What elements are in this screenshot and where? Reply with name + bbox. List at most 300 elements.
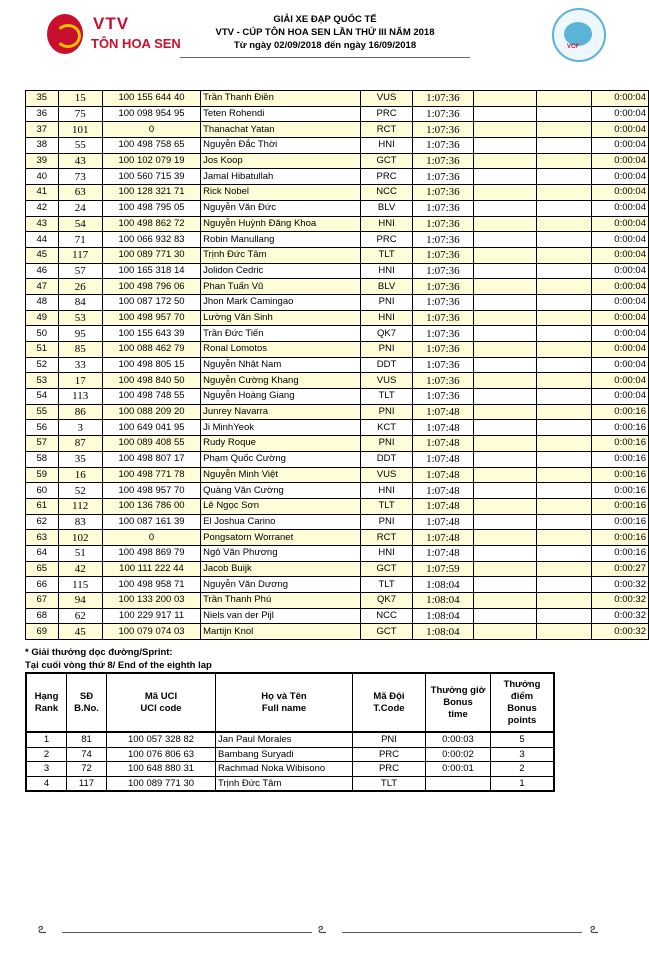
sprint-cell-bib: 117: [67, 776, 107, 791]
cell-rank: 57: [26, 436, 59, 452]
cell-gap: 0:00:32: [591, 608, 648, 624]
cell-name: Nguyễn Văn Dương: [201, 577, 361, 593]
cell-uci: 100 089 771 30: [102, 247, 200, 263]
cell-team: TLT: [360, 247, 412, 263]
empty-cell: [473, 232, 536, 248]
cell-gap: 0:00:04: [591, 326, 648, 342]
table-row: [26, 530, 649, 546]
cell-rank: 35: [26, 91, 59, 107]
cell-rank: 36: [26, 106, 59, 122]
table-row: [26, 169, 649, 185]
table-row: [26, 561, 649, 577]
empty-cell: [473, 91, 536, 107]
table-row: [26, 185, 649, 201]
empty-cell: [473, 545, 536, 561]
empty-cell: [473, 498, 536, 514]
empty-cell: [473, 294, 536, 310]
sprint-cell-team: PRC: [353, 762, 426, 777]
sprint-cell-name: Jan Paul Morales: [216, 732, 353, 747]
cell-name: Jolidon Cedric: [201, 263, 361, 279]
cell-gap: 0:00:04: [591, 342, 648, 358]
cell-bib: 26: [58, 279, 102, 295]
sprint-header-row: [26, 673, 554, 732]
sprint-cell-name: Bambang Suryadi: [216, 747, 353, 762]
cell-bib: 94: [58, 593, 102, 609]
cell-name: Jacob Buijk: [201, 561, 361, 577]
table-row: [26, 200, 649, 216]
cell-gap: 0:00:04: [591, 263, 648, 279]
cell-time: 1:07:59: [413, 561, 473, 577]
cell-name: Thanachat Yatan: [201, 122, 361, 138]
cell-team: PRC: [360, 232, 412, 248]
cell-rank: 54: [26, 389, 59, 405]
empty-cell: [473, 561, 536, 577]
cell-bib: 42: [58, 561, 102, 577]
cell-team: GCT: [360, 624, 412, 640]
table-row: [26, 263, 649, 279]
cell-bib: 52: [58, 483, 102, 499]
sprint-cell-team: TLT: [353, 776, 426, 791]
empty-cell: [536, 263, 591, 279]
cell-bib: 33: [58, 357, 102, 373]
cell-name: Nguyễn Văn Đức: [201, 200, 361, 216]
sprint-row: [26, 747, 554, 762]
cell-name: Jhon Mark Camingao: [201, 294, 361, 310]
table-row: [26, 247, 649, 263]
table-row: [26, 138, 649, 154]
cell-uci: 0: [102, 530, 200, 546]
header-rank: Hạng Rank: [26, 673, 67, 732]
cell-bib: 113: [58, 389, 102, 405]
empty-cell: [536, 232, 591, 248]
table-row: [26, 326, 649, 342]
cell-uci: 100 649 041 95: [102, 420, 200, 436]
sprint-row: [26, 732, 554, 747]
empty-cell: [536, 404, 591, 420]
cell-rank: 37: [26, 122, 59, 138]
cell-name: Nguyễn Huỳnh Đăng Khoa: [201, 216, 361, 232]
table-row: [26, 483, 649, 499]
empty-cell: [536, 91, 591, 107]
cell-name: Lê Ngọc Sơn: [201, 498, 361, 514]
cell-gap: 0:00:04: [591, 138, 648, 154]
cell-gap: 0:00:04: [591, 279, 648, 295]
cell-rank: 61: [26, 498, 59, 514]
cell-bib: 43: [58, 153, 102, 169]
cell-uci: 100 066 932 83: [102, 232, 200, 248]
sprint-cell-team: PNI: [353, 732, 426, 747]
cell-time: 1:07:36: [413, 200, 473, 216]
cell-name: Ronal Lomotos: [201, 342, 361, 358]
cell-rank: 67: [26, 593, 59, 609]
cell-uci: 100 165 318 14: [102, 263, 200, 279]
cell-bib: 75: [58, 106, 102, 122]
empty-cell: [536, 216, 591, 232]
vtv-ton-hoa-sen-logo: [45, 8, 180, 64]
bike-icon: ఽ: [590, 920, 599, 936]
cell-team: QK7: [360, 326, 412, 342]
cell-name: Nguyễn Cường Khang: [201, 373, 361, 389]
cell-name: Nguyễn Đắc Thời: [201, 138, 361, 154]
cell-gap: 0:00:16: [591, 436, 648, 452]
cell-gap: 0:00:32: [591, 577, 648, 593]
cell-time: 1:08:04: [413, 593, 473, 609]
cell-gap: 0:00:16: [591, 514, 648, 530]
empty-cell: [473, 467, 536, 483]
empty-cell: [536, 326, 591, 342]
cell-gap: 0:00:27: [591, 561, 648, 577]
cell-uci: 100 087 172 50: [102, 294, 200, 310]
cell-time: 1:07:48: [413, 404, 473, 420]
logo-brand-text: TÔN HOA SEN: [91, 36, 181, 51]
cell-rank: 49: [26, 310, 59, 326]
cell-gap: 0:00:04: [591, 310, 648, 326]
empty-cell: [473, 530, 536, 546]
cell-name: Rudy Roque: [201, 436, 361, 452]
cell-bib: 115: [58, 577, 102, 593]
cell-gap: 0:00:16: [591, 404, 648, 420]
cell-name: Robin Manullang: [201, 232, 361, 248]
table-row: [26, 451, 649, 467]
cell-rank: 43: [26, 216, 59, 232]
empty-cell: [536, 624, 591, 640]
cell-gap: 0:00:04: [591, 153, 648, 169]
cell-bib: 63: [58, 185, 102, 201]
empty-cell: [473, 279, 536, 295]
cell-name: Martijn Knol: [201, 624, 361, 640]
cell-bib: 86: [58, 404, 102, 420]
sprint-cell-rank: 3: [26, 762, 67, 777]
cell-name: Trịnh Đức Tâm: [201, 247, 361, 263]
empty-cell: [473, 247, 536, 263]
empty-cell: [536, 106, 591, 122]
table-row: [26, 153, 649, 169]
cell-gap: 0:00:16: [591, 530, 648, 546]
cell-gap: 0:00:04: [591, 216, 648, 232]
table-row: [26, 232, 649, 248]
empty-cell: [473, 420, 536, 436]
sprint-cell-bib: 72: [67, 762, 107, 777]
cell-rank: 69: [26, 624, 59, 640]
cell-time: 1:07:48: [413, 436, 473, 452]
cell-gap: 0:00:04: [591, 106, 648, 122]
cell-rank: 56: [26, 420, 59, 436]
empty-cell: [473, 373, 536, 389]
cell-name: Ji MinhYeok: [201, 420, 361, 436]
empty-cell: [473, 608, 536, 624]
cell-name: Trần Thanh Phú: [201, 593, 361, 609]
table-row: [26, 514, 649, 530]
empty-cell: [536, 389, 591, 405]
cell-team: VUS: [360, 373, 412, 389]
event-subtitle: VTV - CÚP TÔN HOA SEN LẦN THỨ III NĂM 2018: [215, 27, 435, 38]
cell-gap: 0:00:04: [591, 389, 648, 405]
empty-cell: [473, 122, 536, 138]
cell-uci: 100 155 643 39: [102, 326, 200, 342]
cell-name: Rick Nobel: [201, 185, 361, 201]
cell-bib: 71: [58, 232, 102, 248]
cell-rank: 51: [26, 342, 59, 358]
cell-gap: 0:00:04: [591, 294, 648, 310]
cell-name: Phạm Quốc Cường: [201, 451, 361, 467]
empty-cell: [473, 216, 536, 232]
document-header: [0, 0, 649, 80]
cell-uci: 100 087 161 39: [102, 514, 200, 530]
cell-uci: 100 088 462 79: [102, 342, 200, 358]
table-row: [26, 467, 649, 483]
cell-time: 1:07:36: [413, 138, 473, 154]
cell-time: 1:08:04: [413, 608, 473, 624]
empty-cell: [536, 593, 591, 609]
sprint-cell-points: 2: [491, 762, 555, 777]
cell-name: Niels van der Pijl: [201, 608, 361, 624]
sprint-cell-points: 5: [491, 732, 555, 747]
table-row: [26, 577, 649, 593]
event-dates: Từ ngày 02/09/2018 đến ngày 16/09/2018: [233, 40, 417, 51]
empty-cell: [473, 577, 536, 593]
sprint-table: [25, 672, 555, 792]
cell-bib: 51: [58, 545, 102, 561]
cell-bib: 24: [58, 200, 102, 216]
cell-team: VUS: [360, 467, 412, 483]
cell-uci: 100 229 917 11: [102, 608, 200, 624]
cell-gap: 0:00:16: [591, 420, 648, 436]
empty-cell: [473, 514, 536, 530]
cell-name: Jamal Hibatullah: [201, 169, 361, 185]
cell-time: 1:07:36: [413, 216, 473, 232]
cell-bib: 117: [58, 247, 102, 263]
cell-team: HNI: [360, 545, 412, 561]
empty-cell: [473, 326, 536, 342]
empty-cell: [473, 200, 536, 216]
cell-rank: 48: [26, 294, 59, 310]
empty-cell: [536, 498, 591, 514]
cell-team: PNI: [360, 294, 412, 310]
sprint-heading: * Giải thưởng dọc đường/Sprint:: [25, 647, 173, 658]
cell-time: 1:07:48: [413, 483, 473, 499]
cell-rank: 38: [26, 138, 59, 154]
cell-team: PRC: [360, 106, 412, 122]
table-row: [26, 122, 649, 138]
cell-uci: 100 079 074 03: [102, 624, 200, 640]
cell-time: 1:07:36: [413, 169, 473, 185]
sprint-cell-uci: 100 057 328 82: [107, 732, 216, 747]
cell-bib: 55: [58, 138, 102, 154]
empty-cell: [536, 545, 591, 561]
empty-cell: [473, 357, 536, 373]
logo-vtv-text: VTV: [93, 14, 130, 33]
cell-uci: 100 498 758 65: [102, 138, 200, 154]
table-row: [26, 106, 649, 122]
empty-cell: [473, 389, 536, 405]
empty-cell: [536, 200, 591, 216]
cell-uci: 100 102 079 19: [102, 153, 200, 169]
cell-team: TLT: [360, 577, 412, 593]
sprint-cell-uci: 100 089 771 30: [107, 776, 216, 791]
table-row: [26, 389, 649, 405]
cell-rank: 65: [26, 561, 59, 577]
sprint-cell-points: 1: [491, 776, 555, 791]
event-title: GIẢI XE ĐẠP QUỐC TẾ: [273, 14, 377, 25]
sprint-cell-time: [426, 776, 491, 791]
empty-cell: [473, 436, 536, 452]
cell-uci: 100 088 209 20: [102, 404, 200, 420]
cell-team: VUS: [360, 91, 412, 107]
table-row: [26, 608, 649, 624]
cell-rank: 63: [26, 530, 59, 546]
cell-gap: 0:00:04: [591, 373, 648, 389]
cell-rank: 66: [26, 577, 59, 593]
cell-rank: 42: [26, 200, 59, 216]
cell-time: 1:07:36: [413, 247, 473, 263]
cell-bib: 45: [58, 624, 102, 640]
empty-cell: [536, 373, 591, 389]
cell-name: Jos Koop: [201, 153, 361, 169]
cell-rank: 59: [26, 467, 59, 483]
sprint-cell-uci: 100 648 880 31: [107, 762, 216, 777]
empty-cell: [536, 279, 591, 295]
cell-rank: 50: [26, 326, 59, 342]
cell-time: 1:07:36: [413, 294, 473, 310]
cell-uci: 0: [102, 122, 200, 138]
cell-name: Nguyễn Nhật Nam: [201, 357, 361, 373]
table-row: [26, 216, 649, 232]
empty-cell: [536, 420, 591, 436]
cell-rank: 52: [26, 357, 59, 373]
empty-cell: [536, 451, 591, 467]
empty-cell: [473, 153, 536, 169]
cell-team: HNI: [360, 263, 412, 279]
cell-rank: 46: [26, 263, 59, 279]
cell-name: Pongsatorn Worranet: [201, 530, 361, 546]
cell-time: 1:08:04: [413, 577, 473, 593]
cell-name: Nguyễn Minh Việt: [201, 467, 361, 483]
empty-cell: [473, 106, 536, 122]
cell-gap: 0:00:16: [591, 483, 648, 499]
cell-team: BLV: [360, 279, 412, 295]
header-bonus-points: Thưởng điểm Bonus points: [491, 673, 555, 732]
footer-line: [62, 932, 312, 933]
table-row: [26, 357, 649, 373]
empty-cell: [536, 467, 591, 483]
cell-name: Junrey Navarra: [201, 404, 361, 420]
cell-uci: 100 089 408 55: [102, 436, 200, 452]
cell-bib: 17: [58, 373, 102, 389]
table-row: [26, 593, 649, 609]
vcf-logo: [552, 8, 606, 62]
table-row: [26, 545, 649, 561]
cell-uci: 100 498 795 05: [102, 200, 200, 216]
sprint-cell-bib: 74: [67, 747, 107, 762]
header-divider: [180, 57, 470, 58]
cell-team: PNI: [360, 436, 412, 452]
cell-gap: 0:00:16: [591, 451, 648, 467]
cell-gap: 0:00:04: [591, 232, 648, 248]
empty-cell: [536, 122, 591, 138]
cell-uci: 100 498 957 70: [102, 483, 200, 499]
cell-time: 1:07:36: [413, 232, 473, 248]
cell-rank: 62: [26, 514, 59, 530]
cell-time: 1:07:48: [413, 451, 473, 467]
sprint-cell-team: PRC: [353, 747, 426, 762]
cell-team: HNI: [360, 216, 412, 232]
cell-uci: 100 111 222 44: [102, 561, 200, 577]
cell-uci: 100 498 807 17: [102, 451, 200, 467]
cyclist-icon: [564, 22, 592, 46]
empty-cell: [536, 185, 591, 201]
results-table: [25, 90, 649, 640]
cell-time: 1:07:36: [413, 153, 473, 169]
cell-uci: 100 133 200 03: [102, 593, 200, 609]
cell-uci: 100 498 958 71: [102, 577, 200, 593]
cell-time: 1:07:36: [413, 310, 473, 326]
cell-bib: 57: [58, 263, 102, 279]
cell-team: RCT: [360, 530, 412, 546]
cell-name: Trần Đức Tiến: [201, 326, 361, 342]
table-row: [26, 294, 649, 310]
cell-bib: 95: [58, 326, 102, 342]
table-row: [26, 436, 649, 452]
cell-team: HNI: [360, 483, 412, 499]
empty-cell: [536, 357, 591, 373]
cell-name: Phan Tuấn Vũ: [201, 279, 361, 295]
cell-time: 1:07:48: [413, 420, 473, 436]
empty-cell: [473, 138, 536, 154]
empty-cell: [473, 483, 536, 499]
sprint-cell-points: 3: [491, 747, 555, 762]
cell-time: 1:07:36: [413, 122, 473, 138]
cell-team: NCC: [360, 608, 412, 624]
cell-bib: 62: [58, 608, 102, 624]
page-footer: [0, 910, 649, 950]
sprint-cell-rank: 4: [26, 776, 67, 791]
cell-name: Trần Thanh Điền: [201, 91, 361, 107]
cell-bib: 3: [58, 420, 102, 436]
cell-rank: 45: [26, 247, 59, 263]
ton-hoa-sen-emblem-icon: [47, 14, 83, 54]
cell-gap: 0:00:04: [591, 357, 648, 373]
cell-uci: 100 155 644 40: [102, 91, 200, 107]
sprint-cell-name: Rachmad Noka Wibisono: [216, 762, 353, 777]
cell-gap: 0:00:04: [591, 200, 648, 216]
sprint-cell-time: 0:00:03: [426, 732, 491, 747]
table-row: [26, 342, 649, 358]
cell-time: 1:07:36: [413, 106, 473, 122]
cell-time: 1:07:48: [413, 467, 473, 483]
footer-line: [342, 932, 582, 933]
empty-cell: [536, 169, 591, 185]
empty-cell: [536, 436, 591, 452]
cell-rank: 41: [26, 185, 59, 201]
header-bib: SĐ B.No.: [67, 673, 107, 732]
cell-gap: 0:00:04: [591, 247, 648, 263]
empty-cell: [536, 247, 591, 263]
cell-rank: 60: [26, 483, 59, 499]
empty-cell: [536, 514, 591, 530]
cell-team: KCT: [360, 420, 412, 436]
header-name: Họ và Tên Full name: [216, 673, 353, 732]
cell-gap: 0:00:16: [591, 498, 648, 514]
cell-uci: 100 498 771 78: [102, 467, 200, 483]
cell-bib: 84: [58, 294, 102, 310]
cell-time: 1:07:48: [413, 498, 473, 514]
empty-cell: [536, 153, 591, 169]
cell-team: PRC: [360, 169, 412, 185]
cell-uci: 100 498 862 72: [102, 216, 200, 232]
cell-team: DDT: [360, 357, 412, 373]
cell-name: El Joshua Carino: [201, 514, 361, 530]
empty-cell: [536, 294, 591, 310]
